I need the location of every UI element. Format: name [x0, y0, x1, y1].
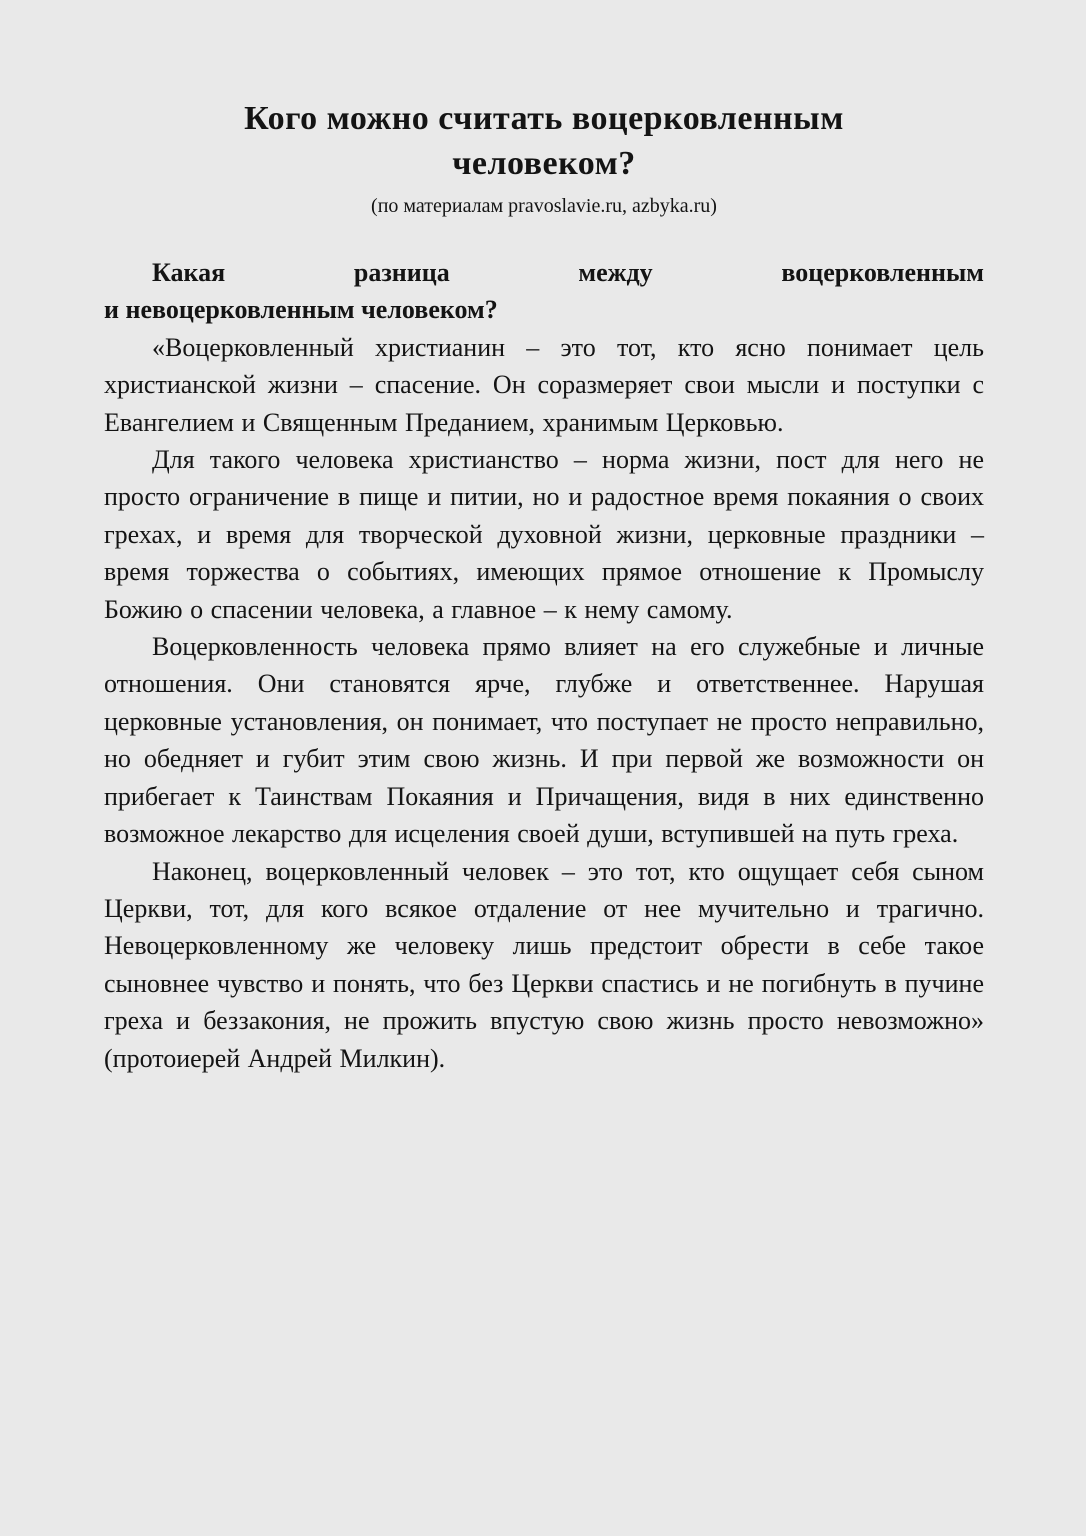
body-paragraph: Наконец, воцерковленный человек – это тот, кто ощущает себя сыном Церкви, тот, для кого всякое отдаление от нее мучительно и трагично. Невоцерковленному же человеку лишь предстоит обрести в себе такое сыновнее чувство и понять, что без Церкви спастись и не погибнуть в пучине греха и беззакония, не прожить впустую свою жизнь просто невозможно» (протоиерей Андрей Милкин).: [104, 856, 984, 1073]
question-heading-line-1: Какая разница между воцерковленным: [152, 258, 984, 287]
body-paragraph: «Воцерковленный христианин – это тот, кто ясно понимает цель христианской жизни – спасение. Он соразмеряет свои мысли и поступки с Евангелием и Священным Преданием, хранимым Церковью.: [104, 332, 984, 437]
question-heading-line-2: и невоцерковленным человеком?: [104, 295, 498, 325]
page-subtitle: (по материалам pravoslavie.ru, azbyka.ru): [371, 195, 717, 217]
document-header: [104, 96, 984, 220]
page-title-line-2: человеком?: [452, 145, 636, 182]
page-title-line-1: Кого можно считать воцерковленным: [244, 100, 844, 137]
document-body: [104, 254, 984, 1077]
body-paragraph: Воцерковленность человека прямо влияет на его служебные и личные отношения. Они становятся ярче, глубже и ответственнее. Нарушая церковные установления, он понимает, что поступает не просто неправильно, но обедняет и губит этим свою жизнь. И при первой же возможности он прибегает к Таинствам Покаяния и Причащения, видя в них единственно возможное лекарство для исцеления своей души, вступившей на путь греха.: [104, 632, 984, 849]
body-paragraph: Для такого человека христианство – норма жизни, пост для него не просто ограничение в пище и питии, но и радостное время покаяния о своих грехах, и время для творческой духовной жизни, церковные праздники – время торжества о событиях, имеющих прямое отношение к Промыслу Божию о спасении человека, а главное – к нему самому.: [104, 445, 984, 624]
